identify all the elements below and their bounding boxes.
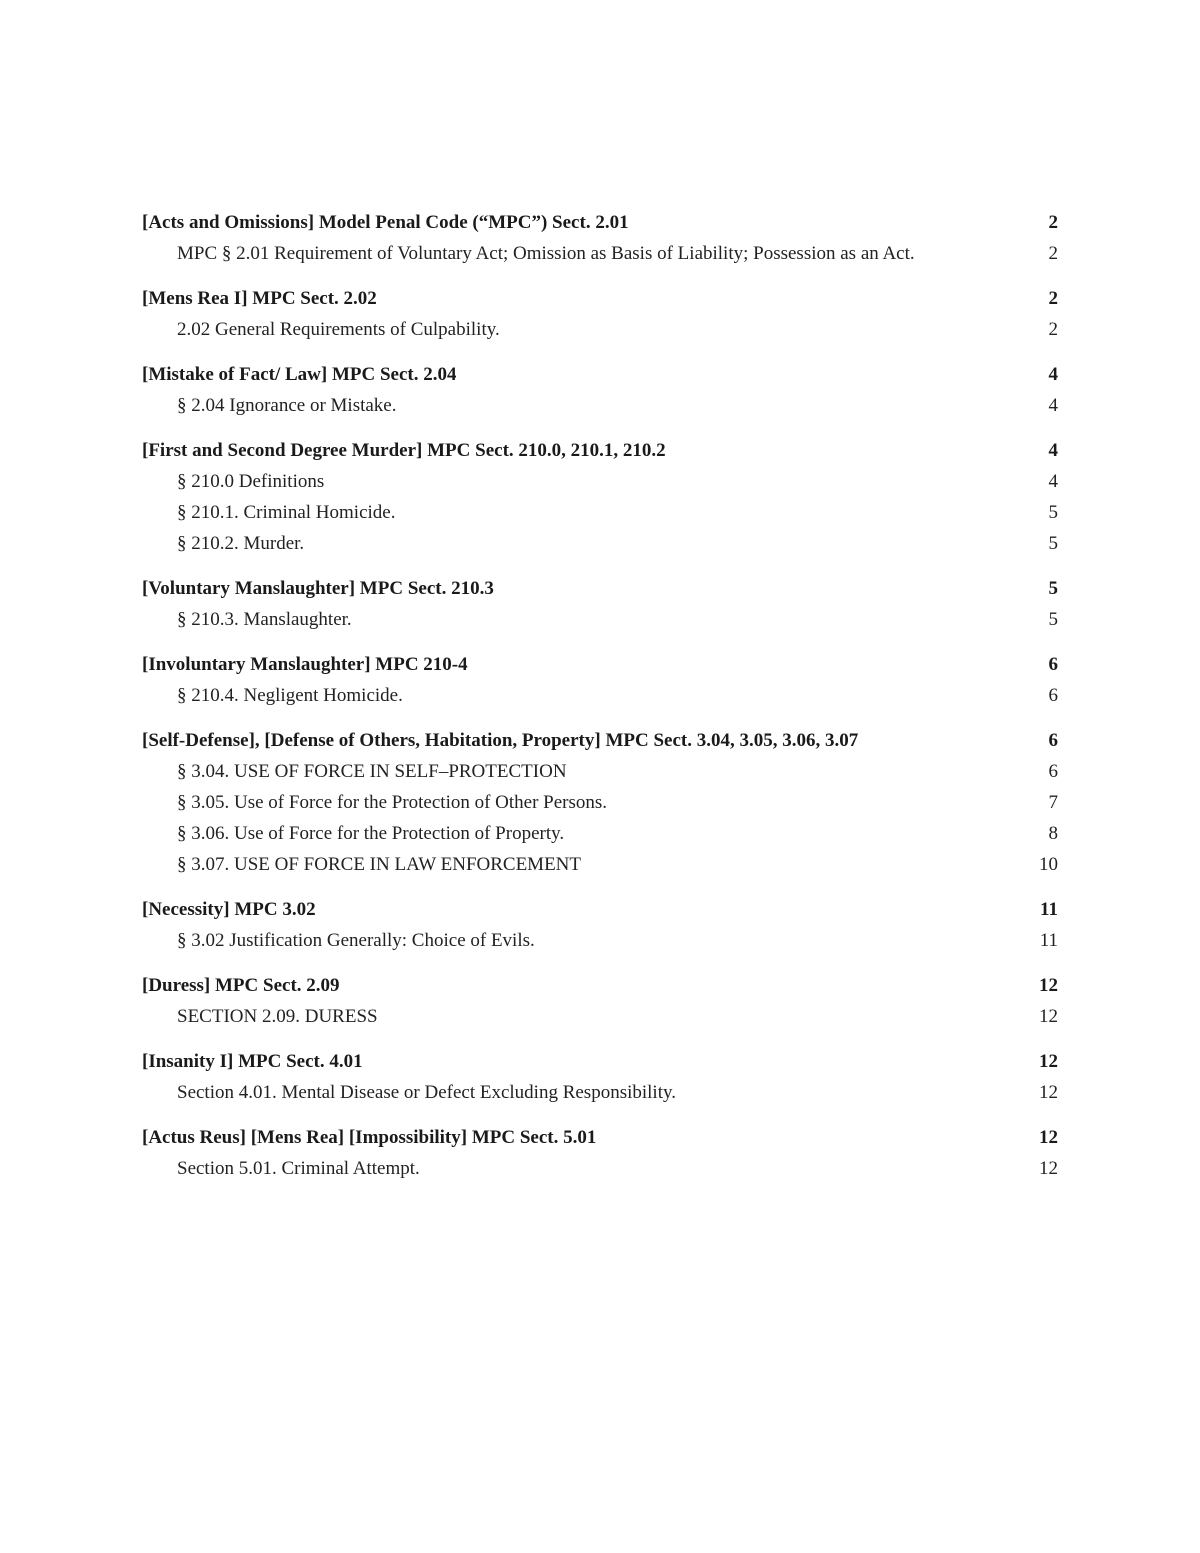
toc-heading-link[interactable] bbox=[142, 649, 1058, 680]
toc-subentry-page: 5 bbox=[1048, 502, 1058, 523]
table-of-contents bbox=[142, 207, 1058, 1198]
toc-subentry-link[interactable] bbox=[142, 849, 1058, 880]
toc-section bbox=[142, 1122, 1058, 1184]
toc-subentry-page: 5 bbox=[1048, 533, 1058, 554]
toc-heading-page: 2 bbox=[1048, 288, 1058, 309]
toc-section bbox=[142, 359, 1058, 421]
toc-section bbox=[142, 283, 1058, 345]
toc-subentry-page: 11 bbox=[1039, 930, 1058, 951]
toc-subentry-title: § 210.3. Manslaughter. bbox=[177, 609, 352, 630]
toc-subentry-title: § 3.04. USE OF FORCE IN SELF–PROTECTION bbox=[177, 761, 567, 782]
toc-heading-link[interactable] bbox=[142, 970, 1058, 1001]
toc-subentry-page: 7 bbox=[1048, 792, 1058, 813]
toc-heading-title: [First and Second Degree Murder] MPC Sect. 210.0, 210.1, 210.2 bbox=[142, 440, 666, 461]
toc-subentry-link[interactable] bbox=[142, 818, 1058, 849]
toc-subentry-title: § 210.1. Criminal Homicide. bbox=[177, 502, 396, 523]
toc-subentry-title: SECTION 2.09. DURESS bbox=[177, 1006, 378, 1027]
toc-subentry-link[interactable] bbox=[142, 390, 1058, 421]
toc-subentry-link[interactable] bbox=[142, 314, 1058, 345]
toc-subentry-link[interactable] bbox=[142, 787, 1058, 818]
toc-subentry-link[interactable] bbox=[142, 466, 1058, 497]
toc-subentry-title: § 210.0 Definitions bbox=[177, 471, 325, 492]
toc-subentry-link[interactable] bbox=[142, 1001, 1058, 1032]
toc-heading-page: 2 bbox=[1048, 212, 1058, 233]
toc-subentry-page: 2 bbox=[1048, 319, 1058, 340]
toc-heading-page: 12 bbox=[1039, 1127, 1058, 1148]
toc-subentry-title: Section 5.01. Criminal Attempt. bbox=[177, 1158, 420, 1179]
toc-heading-title: [Actus Reus] [Mens Rea] [Impossibility] MPC Sect. 5.01 bbox=[142, 1127, 597, 1148]
toc-heading-title: [Insanity I] MPC Sect. 4.01 bbox=[142, 1051, 363, 1072]
toc-heading-link[interactable] bbox=[142, 283, 1058, 314]
toc-heading-link[interactable] bbox=[142, 1122, 1058, 1153]
toc-section bbox=[142, 573, 1058, 635]
toc-heading-page: 4 bbox=[1048, 440, 1058, 461]
toc-subentry-page: 8 bbox=[1048, 823, 1058, 844]
toc-subentry-page: 12 bbox=[1039, 1158, 1058, 1179]
toc-subentry-page: 6 bbox=[1048, 761, 1058, 782]
toc-heading-link[interactable] bbox=[142, 573, 1058, 604]
toc-heading-title: [Self-Defense], [Defense of Others, Habitation, Property] MPC Sect. 3.04, 3.05, 3.06, 3.07 bbox=[142, 730, 859, 751]
toc-subentry-link[interactable] bbox=[142, 528, 1058, 559]
toc-subentry-page: 12 bbox=[1039, 1006, 1058, 1027]
toc-section bbox=[142, 970, 1058, 1032]
toc-subentry-title: § 3.06. Use of Force for the Protection of Property. bbox=[177, 823, 565, 844]
toc-subentry-title: § 210.2. Murder. bbox=[177, 533, 305, 554]
toc-subentry-title: § 210.4. Negligent Homicide. bbox=[177, 685, 403, 706]
toc-heading-link[interactable] bbox=[142, 894, 1058, 925]
toc-section bbox=[142, 894, 1058, 956]
toc-heading-page: 12 bbox=[1039, 975, 1058, 996]
toc-subentry-title: § 2.04 Ignorance or Mistake. bbox=[177, 395, 397, 416]
toc-heading-link[interactable] bbox=[142, 725, 1058, 756]
toc-subentry-link[interactable] bbox=[142, 680, 1058, 711]
toc-subentry-link[interactable] bbox=[142, 1077, 1058, 1108]
toc-section bbox=[142, 1046, 1058, 1108]
toc-subentry-link[interactable] bbox=[142, 604, 1058, 635]
toc-subentry-link[interactable] bbox=[142, 756, 1058, 787]
toc-subentry-page: 2 bbox=[1048, 243, 1058, 264]
toc-heading-title: [Necessity] MPC 3.02 bbox=[142, 899, 316, 920]
toc-heading-page: 11 bbox=[1040, 899, 1058, 920]
toc-heading-link[interactable] bbox=[142, 435, 1058, 466]
toc-heading-page: 4 bbox=[1048, 364, 1058, 385]
toc-subentry-page: 6 bbox=[1048, 685, 1058, 706]
toc-subentry-title: Section 4.01. Mental Disease or Defect Excluding Responsibility. bbox=[177, 1082, 677, 1103]
toc-heading-title: [Duress] MPC Sect. 2.09 bbox=[142, 975, 340, 996]
toc-subentry-page: 12 bbox=[1039, 1082, 1058, 1103]
toc-heading-link[interactable] bbox=[142, 1046, 1058, 1077]
toc-subentry-title: § 3.02 Justification Generally: Choice of Evils. bbox=[177, 930, 535, 951]
toc-section bbox=[142, 435, 1058, 559]
toc-subentry-title: MPC § 2.01 Requirement of Voluntary Act; Omission as Basis of Liability; Possession as an Act. bbox=[177, 243, 915, 264]
toc-section bbox=[142, 207, 1058, 269]
toc-subentry-page: 4 bbox=[1048, 395, 1058, 416]
toc-subentry-link[interactable] bbox=[142, 238, 1058, 269]
toc-heading-title: [Mens Rea I] MPC Sect. 2.02 bbox=[142, 288, 377, 309]
toc-subentry-link[interactable] bbox=[142, 925, 1058, 956]
toc-heading-page: 6 bbox=[1048, 654, 1058, 675]
toc-subentry-link[interactable] bbox=[142, 1153, 1058, 1184]
toc-subentry-title: 2.02 General Requirements of Culpability. bbox=[177, 319, 500, 340]
toc-heading-title: [Acts and Omissions] Model Penal Code (“MPC”) Sect. 2.01 bbox=[142, 212, 629, 233]
toc-section bbox=[142, 725, 1058, 880]
toc-subentry-link[interactable] bbox=[142, 497, 1058, 528]
toc-heading-page: 6 bbox=[1048, 730, 1058, 751]
toc-heading-link[interactable] bbox=[142, 207, 1058, 238]
toc-heading-link[interactable] bbox=[142, 359, 1058, 390]
toc-heading-title: [Voluntary Manslaughter] MPC Sect. 210.3 bbox=[142, 578, 494, 599]
toc-subentry-title: § 3.05. Use of Force for the Protection of Other Persons. bbox=[177, 792, 608, 813]
toc-heading-page: 12 bbox=[1039, 1051, 1058, 1072]
toc-heading-page: 5 bbox=[1048, 578, 1058, 599]
toc-heading-title: [Mistake of Fact/ Law] MPC Sect. 2.04 bbox=[142, 364, 457, 385]
toc-subentry-page: 4 bbox=[1048, 471, 1058, 492]
toc-section bbox=[142, 649, 1058, 711]
toc-heading-title: [Involuntary Manslaughter] MPC 210-4 bbox=[142, 654, 468, 675]
toc-subentry-page: 5 bbox=[1048, 609, 1058, 630]
toc-subentry-title: § 3.07. USE OF FORCE IN LAW ENFORCEMENT bbox=[177, 854, 582, 875]
toc-subentry-page: 10 bbox=[1039, 854, 1058, 875]
